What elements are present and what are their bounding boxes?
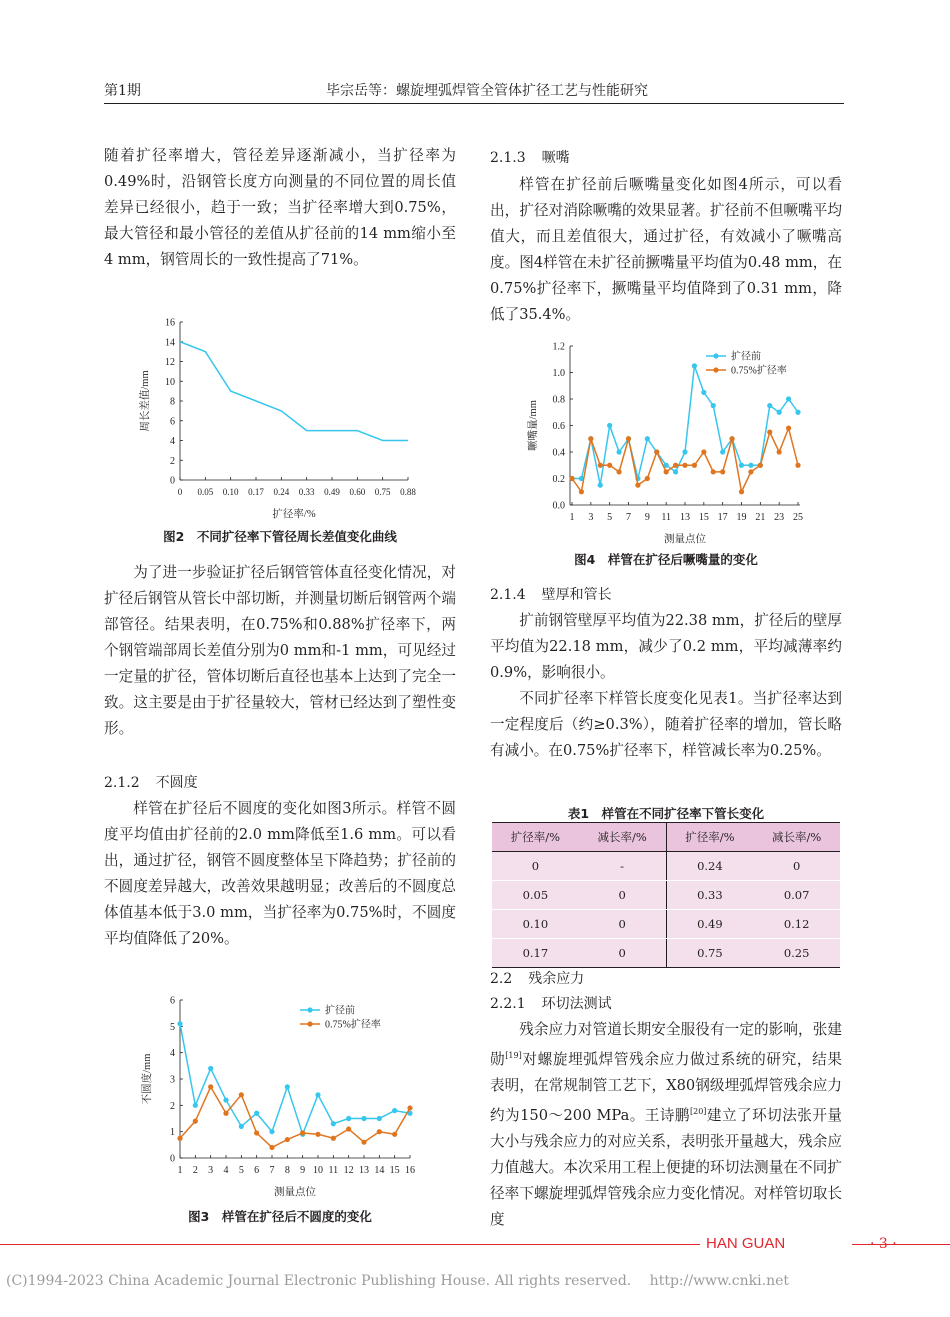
x-tick-label: 9 [644,512,650,523]
data-point [711,403,716,408]
x-tick-label: 7 [626,512,631,523]
table-cell: 0 [579,910,666,939]
series-line [180,1024,410,1135]
section-2-1-3: 2.1.3 噘嘴 [490,150,570,166]
y-tick-label: 0.6 [552,421,565,432]
x-tick-label: 9 [300,1165,306,1176]
data-point [346,1126,351,1131]
x-tick-label: 12 [343,1165,354,1176]
y-tick-label: 0 [170,1153,175,1165]
data-point [777,410,782,415]
table-1 [492,822,840,968]
data-point [407,1105,412,1110]
x-axis-label: 测量点位 [664,534,706,545]
legend-marker [713,367,718,372]
table-header-cell: 扩径率/% [666,823,753,852]
data-point [285,1137,290,1142]
data-point [664,469,669,474]
table-row [492,852,840,881]
x-tick-label: 0.17 [248,487,264,497]
data-point [598,463,603,468]
section-2-2-1: 2.2.1 环切法测试 [490,996,612,1012]
data-point [654,449,659,454]
data-point [598,483,603,488]
y-axis-label: 周长差值/mm [140,370,151,432]
data-point [795,463,800,468]
data-point [635,483,640,488]
paragraph-5: 扩前钢管壁厚平均值为22.38 mm，扩径后的壁厚平均值为22.18 mm，减少了0.2 mm，平均减薄率约0.9%，影响很小。 不同扩径率下样管长度变化见表1。当扩径率达到一定程度后（约≥0.3%），随着扩径率的增加，管长略有减小。在0.75%扩径率下，样管减长率为0.25%。 [490,612,842,759]
legend-label: 扩径前 [325,1005,355,1017]
data-point [361,1140,366,1145]
y-tick-label: 2 [170,455,175,467]
figure-3-chart [104,990,456,1205]
paragraph-2: 为了进一步验证扩径后钢管管体直径变化情况，对扩径后钢管从管长中部切断，并测量切断后钢管两个端部管径。结果表明，在0.75%和0.88%扩径率下，两个钢管端部周长差值分别为0 mm和-1 mm，可见经过一定量的扩径，管体切断后直径也基本上达到了完全一致。这主要是由于扩径量较大，管材已经达到了塑性变形。 [104,564,456,737]
paragraph-1: 随着扩径率增大，管径差异逐渐减小，当扩径率为0.49%时，沿钢管长度方向测量的不同位置的周长值差异已经很小，趋于一致；当扩径率增大到0.75%，最大管径和最小管径的差值从扩径前的14 mm缩小至4 mm，钢管周长的一致性提高了71%。 [104,147,456,268]
x-tick-label: 11 [661,512,671,523]
data-point [682,449,687,454]
figure-2-chart [104,310,456,525]
data-point [208,1066,213,1071]
y-tick-label: 5 [170,1021,175,1033]
table-header-cell: 减长率/% [579,823,666,852]
y-tick-label: 1 [170,1127,175,1139]
x-tick-label: 16 [405,1165,415,1176]
data-point [177,1136,182,1141]
data-point [767,403,772,408]
data-point [786,426,791,431]
series-line [180,1087,410,1148]
y-axis-label: 噘嘴量/mm [528,400,539,451]
data-point [673,469,678,474]
legend-marker [307,1021,312,1026]
y-tick-label: 8 [170,396,175,408]
x-tick-label: 10 [313,1165,323,1176]
data-point [377,1129,382,1134]
data-point [346,1116,351,1121]
table-header-cell: 扩径率/% [492,823,579,852]
x-tick-label: 15 [698,512,709,523]
citation-19[interactable]: [19] [505,1051,522,1060]
y-tick-label: 0.0 [552,500,565,512]
table-cell: 0 [579,939,666,968]
x-tick-label: 23 [774,512,785,523]
data-point [300,1130,305,1135]
data-point [692,463,697,468]
paragraph-4: 样管在扩径前后噘嘴量变化如图4所示，可以看出，扩径对消除噘嘴的效果显著。扩径前不但噘嘴平均值大，而且差值很大，通过扩径，有效减小了噘嘴高度。图4样管在未扩径前撅嘴量平均值为0.48 mm，在0.75%扩径率下，撅嘴量平均值降到了0.31 mm，降低了35.4%。 [490,176,842,323]
x-tick-label: 1 [177,1165,183,1176]
table-row [492,881,840,910]
paragraph-3: 样管在扩径后不圆度的变化如图3所示。样管不圆度平均值由扩径前的2.0 mm降低至1.6 mm。可以看出，通过扩径，钢管不圆度整体呈下降趋势；扩径前的不圆度差异越大，改善效果越明显；改善后的不圆度总体值基本低于3.0 mm，当扩径率为0.75%时，不圆度平均值降低了20%。 [104,800,456,947]
page-number: · 3 · [870,1236,897,1252]
x-tick-label: 7 [269,1165,275,1176]
y-tick-label: 6 [170,995,175,1007]
data-point [748,469,753,474]
x-tick-label: 0.60 [349,487,366,497]
legend-marker [307,1007,312,1012]
y-tick-label: 2 [170,1100,175,1112]
data-point [392,1132,397,1137]
running-title: 毕宗岳等：螺旋埋弧焊管全管体扩径工艺与性能研究 [326,83,648,99]
figure-3-caption: 图3 样管在扩径后不圆度的变化 [188,1209,372,1224]
section-2-1-2: 2.1.2 不圆度 [104,775,198,791]
data-point [223,1097,228,1102]
x-tick-label: 19 [736,512,747,523]
x-tick-label: 15 [389,1165,400,1176]
data-point [331,1136,336,1141]
data-point [673,463,678,468]
data-point [208,1084,213,1089]
data-point [729,436,734,441]
legend-label: 0.75%扩径率 [325,1019,381,1031]
x-tick-label: 13 [680,512,690,523]
x-tick-label: 0.33 [298,487,315,497]
data-point [239,1124,244,1129]
x-tick-label: 6 [254,1165,260,1176]
x-tick-label: 3 [588,512,594,523]
paragraph-7: 残余应力对管道长期安全服役有一定的影响，张建勋[19]对螺旋埋弧焊管残余应力做过系统的研究，结果表明，在常规制管工艺下，X80钢级埋弧焊管残余应力约为150～200 MPa。王诗鹏[20]建立了环切法张开量大小与残余应力的对应关系，表明张开量越大，残余应力值越大。本次采用工程上便捷的环切法测量在不同扩径率下螺旋埋弧焊管残余应力变化情况。对样管切取长度 [490,1021,842,1228]
table-header-row [492,823,840,852]
y-tick-label: 12 [165,357,175,368]
x-tick-label: 0.49 [324,487,340,497]
section-2-1-4: 2.1.4 壁厚和管长 [490,587,612,603]
x-tick-label: 0.05 [197,487,214,497]
copyright-notice: (C)1994-2023 China Academic Journal Electronic Publishing House. All rights reserved. http://www.cnki.net [6,1273,790,1289]
data-point [786,396,791,401]
y-tick-label: 16 [165,317,175,329]
table-cell: 0.05 [492,881,579,910]
data-point [711,469,716,474]
data-point [315,1092,320,1097]
x-tick-label: 0.24 [273,487,290,497]
data-point [177,1021,182,1026]
figure-2-caption: 图2 不同扩径率下管径周长差值变化曲线 [163,529,397,544]
journal-issue: 第1期 [104,83,141,99]
table-cell: 0.10 [492,910,579,939]
table-cell: 0.12 [753,910,840,939]
legend-label: 扩径前 [731,351,761,363]
table-row [492,910,840,939]
y-tick-label: 0 [170,475,175,487]
data-point [777,449,782,454]
y-tick-label: 0.4 [552,447,565,459]
data-point [645,476,650,481]
x-tick-label: 21 [755,512,766,523]
table-cell: 0.24 [666,852,753,881]
section-2-2: 2.2 残余应力 [490,971,585,987]
data-point [748,463,753,468]
table-cell: 0.25 [753,939,840,968]
data-point [720,469,725,474]
table-cell: 0.07 [753,881,840,910]
data-point [626,436,631,441]
y-tick-label: 6 [170,416,175,428]
y-tick-label: 0.2 [552,474,565,485]
data-point [223,1111,228,1116]
header-rule [104,103,844,104]
y-tick-label: 10 [165,376,175,388]
data-point [269,1129,274,1134]
data-point [361,1116,366,1121]
x-tick-label: 5 [238,1165,244,1176]
x-tick-label: 5 [607,512,613,523]
data-point [315,1132,320,1137]
data-point [254,1111,259,1116]
table-cell: 0 [753,852,840,881]
figure-4-caption: 图4 样管在扩径后噘嘴量的变化 [574,552,758,567]
table-row [492,939,840,968]
data-point [616,469,621,474]
x-tick-label: 11 [328,1165,339,1176]
table-cell: 0.75 [666,939,753,968]
data-point [331,1121,336,1126]
table-cell: 0 [492,852,579,881]
data-point [692,363,697,368]
data-point [579,489,584,494]
data-point [767,430,772,435]
y-tick-label: 1.2 [552,341,565,353]
x-tick-label: 0.10 [222,487,239,497]
data-point [682,463,687,468]
y-tick-label: 4 [170,436,175,447]
y-tick-label: 0.8 [552,394,565,406]
data-point [720,449,725,454]
x-tick-label: 0.75 [374,487,391,497]
data-point [588,436,593,441]
table-cell: - [579,852,666,881]
data-point [645,436,650,441]
x-tick-label: 14 [374,1165,385,1176]
x-tick-label: 0.88 [400,487,416,497]
data-point [239,1092,244,1097]
footer-brand: HAN GUAN [706,1235,786,1252]
y-tick-label: 14 [165,337,175,349]
y-tick-label: 4 [170,1048,175,1060]
x-axis-label: 测量点位 [274,1187,316,1198]
x-tick-label: 3 [208,1165,214,1176]
data-point [569,476,574,481]
data-point [377,1116,382,1121]
table-cell: 0.33 [666,881,753,910]
figure-4-chart [490,338,842,548]
data-point [795,410,800,415]
x-tick-label: 0 [177,487,183,497]
x-tick-label: 1 [569,512,575,523]
legend-marker [713,353,718,358]
table-cell: 0.17 [492,939,579,968]
data-point [607,463,612,468]
citation-20[interactable]: [20] [690,1106,707,1116]
table-cell: 0 [579,881,666,910]
y-tick-label: 3 [170,1074,175,1086]
legend-label: 0.75%扩径率 [731,365,787,377]
table-cell: 0.49 [666,910,753,939]
data-point [392,1108,397,1113]
x-tick-label: 25 [793,512,803,523]
y-axis-label: 不圆度/mm [142,1053,153,1105]
data-point [701,449,706,454]
data-point [739,463,744,468]
x-axis-label: 扩径率/% [272,509,316,520]
x-tick-label: 17 [717,512,728,523]
data-point [607,423,612,428]
y-tick-label: 1.0 [552,368,565,379]
x-tick-label: 13 [359,1165,369,1176]
data-point [193,1103,198,1108]
data-point [285,1084,290,1089]
x-tick-label: 2 [192,1165,198,1176]
data-point [616,449,621,454]
x-tick-label: 8 [284,1165,290,1176]
x-tick-label: 4 [223,1165,229,1176]
data-point [193,1119,198,1124]
data-point [739,489,744,494]
data-point [269,1145,274,1150]
data-point [701,390,706,395]
data-point [758,463,763,468]
data-point [254,1130,259,1135]
table-header-cell: 减长率/% [753,823,840,852]
series-line [180,342,408,441]
table-1-caption: 表1 样管在不同扩径率下管长变化 [567,806,765,821]
